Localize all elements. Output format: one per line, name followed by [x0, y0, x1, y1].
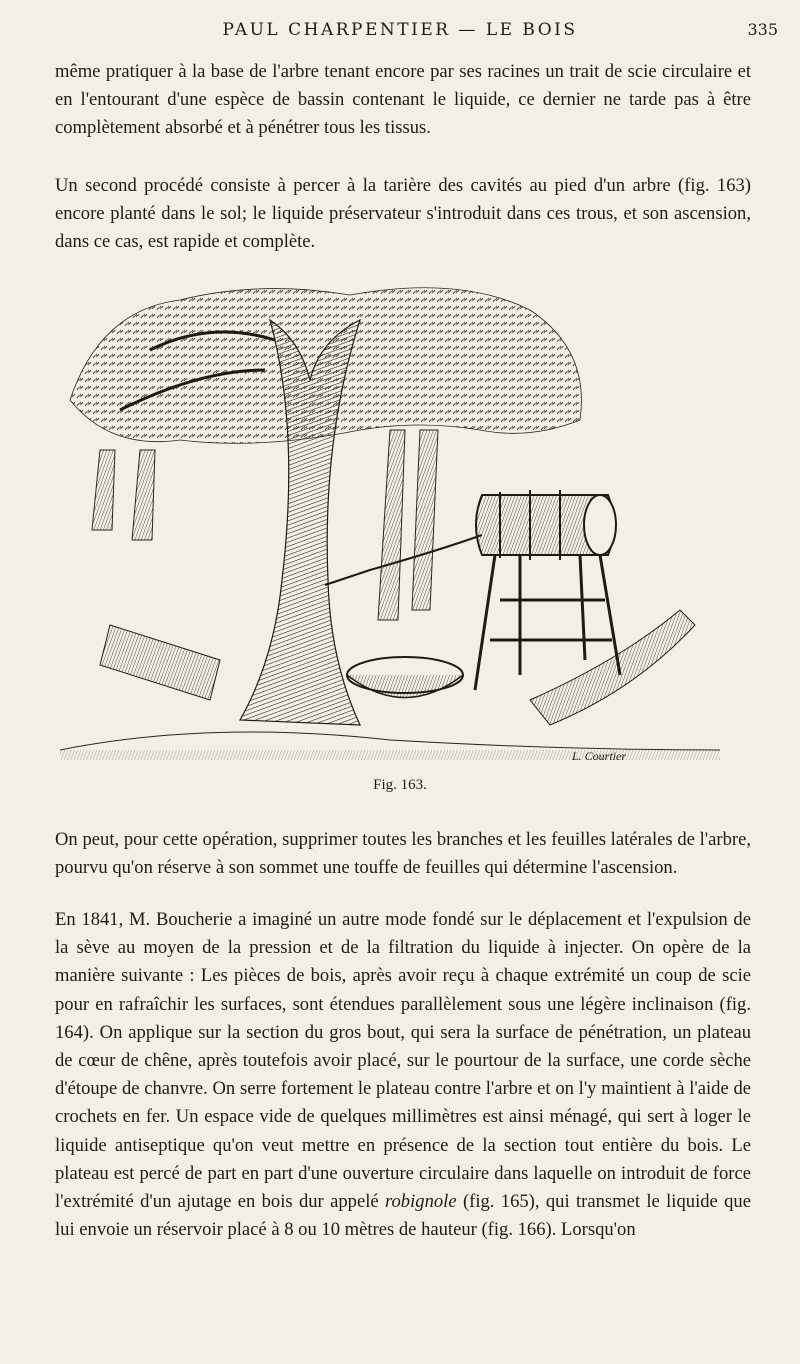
page-number: 335 [747, 20, 778, 39]
running-title: PAUL CHARPENTIER — LE BOIS [222, 20, 578, 40]
paragraph-4 [55, 906, 751, 1244]
figure-caption: Fig. 163. [373, 777, 427, 793]
engraving-tree-barrel [60, 280, 720, 760]
robignole-term: robignole [384, 1191, 457, 1213]
engraver-signature: L. Courtier [572, 749, 627, 763]
paragraph-4-text-after: (fig. 165), qui transmet le liquide que lui envoie un réservoir placé à 8 ou 10 mètres de hauteur (fig. 166). Lorsqu'on [55, 1191, 751, 1241]
figure-163-illustration [60, 280, 720, 770]
paragraph-4-text-before: En 1841, M. Boucherie a imaginé un autre mode fondé sur le déplacement et l'expulsion de la sève au moyen de la pression et de la filtration du liquide à injecter. On opère de la manière suivante : Les pièces de bois, après avoir reçu à chaque extrémité un coup de scie pour en rafraîchir les surfaces, sont étendues parallèlement sous une légère inclinaison (fig. 164). On applique sur la section du gros bout, qui sera la surface de pénétration, un plateau de cœur de chêne, après toutefois avoir placé, sur le pourtour de la surface, une corde sèche d'étoupe de chanvre. On serre fortement le plateau contre l'arbre et on l'y maintient à l'aide de crochets en fer. Un espace vide de quelques millimètres est ainsi ménagé, qui sert à loger le liquide antiseptique qu'on veut mettre en présence de la section tout entière du bois. Le plateau est percé de part en part d'une ouverture circulaire dans laquelle on introduit de force l'extrémité d'un ajutage en bois dur appelé [55, 909, 751, 1213]
paragraph-2: Un second procédé consiste à percer à la tarière des cavités au pied d'un arbre (fig. 163) encore planté dans le sol; le liquide préservateur s'introduit dans ces trous, et son ascension, dans ce cas, est rapide et complète. [55, 175, 751, 253]
page-header [0, 18, 800, 48]
paragraph-3: On peut, pour cette opération, supprimer toutes les branches et les feuilles latérales de l'arbre, pourvu qu'on réserve à son sommet une touffe de feuilles qui détermine l'ascension. [55, 829, 751, 879]
paragraph-1: même pratiquer à la base de l'arbre tenant encore par ses racines un trait de scie circulaire et en l'entourant d'une espèce de bassin contenant le liquide, ce dernier ne tarde pas à être complètement absorbé et à pénétrer tous les tissus. [55, 61, 751, 139]
